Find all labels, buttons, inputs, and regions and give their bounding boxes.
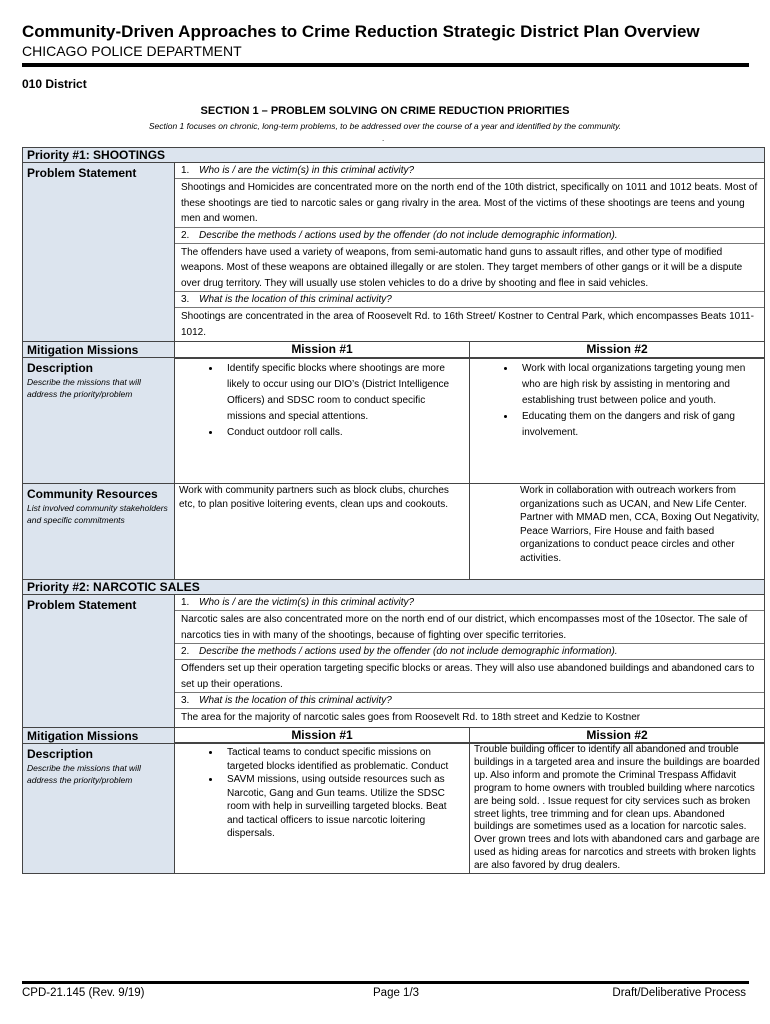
- priority-1-community-row: [23, 484, 765, 580]
- plan-table: [22, 147, 765, 874]
- priority-1-missions-header: [23, 342, 765, 358]
- mission-1-header: Mission #1: [175, 727, 470, 743]
- priority-1-mission-2-cell: [470, 358, 765, 484]
- question-3-number: 3.: [181, 695, 190, 706]
- header-divider: [22, 63, 749, 67]
- mission-2-header: Mission #2: [470, 727, 765, 743]
- priority-1-answer-1: Shootings and Homicides are concentrated more on the north end of the 10th district, specifically on 1011 and 1012 beats. Most of these shootings are tied to narcotic sales or gang rivalry in the area. Most of the victims of these shootings are teens and young men and women.: [175, 179, 764, 228]
- priority-1-mission-1-list: [179, 361, 465, 441]
- question-1-number: 1.: [181, 597, 190, 608]
- list-item: • Identify specific blocks where shootings are more likely to occur using our DIO’s (District Intelligence Officers) and SDSC room to conduct specific missions and special attentions.: [221, 361, 465, 425]
- community-resources-label-cell: [23, 484, 175, 580]
- priority-2-title: Priority #2: NARCOTIC SALES: [23, 580, 765, 595]
- priority-1-problem-row: [23, 163, 765, 342]
- description-sublabel: Describe the missions that will address the priority/problem: [27, 377, 141, 399]
- footer-page-number: Page 1/3: [373, 987, 420, 999]
- description-label-cell: [23, 358, 175, 484]
- priority-1-answer-3: Shootings are concentrated in the area of Roosevelt Rd. to 16th Street/ Kostner to Central Park, which encompasses Beats 1011-1012.: [181, 311, 754, 338]
- priority-2-problem-row: [23, 595, 765, 728]
- question-3-number: 3.: [181, 294, 190, 305]
- question-1-text: Who is / are the victim(s) in this criminal activity?: [199, 165, 415, 176]
- district-label: 010 District: [22, 77, 87, 91]
- priority-1-header: [23, 148, 765, 163]
- section-subtitle: Section 1 focuses on chronic, long-term problems, to be addressed over the course of a year and identified by the community.: [148, 121, 622, 131]
- mission-1-header: Mission #1: [175, 342, 470, 358]
- question-2: [175, 228, 764, 244]
- question-2-text: Describe the methods / actions used by the offender (do not include demographic information).: [199, 229, 618, 241]
- question-1-text: Who is / are the victim(s) in this criminal activity?: [199, 597, 415, 608]
- problem-statement-label: Problem Statement: [27, 598, 137, 612]
- question-3-text: What is the location of this criminal activity?: [199, 294, 392, 305]
- priority-2-answer-2: Offenders set up their operation targeting specific blocks or areas. They will also use abandoned buildings and abandoned cars to set up their operations.: [175, 660, 764, 693]
- priority-1-mission-1-cell: [175, 358, 470, 484]
- list-item: • Tactical teams to conduct specific missions on targeted blocks identified as problematic. Conduct: [221, 746, 465, 773]
- community-resources-label: Community Resources: [27, 487, 158, 501]
- list-item: • SAVM missions, using outside resources such as Narcotic, Gang and Gun teams. Utilize the SDSC room with help in surveilling targeted blocks. Beat and tactical officers to issue narcotic loitering dispersals.: [221, 773, 465, 841]
- priority-2-mission-1-cell: [175, 743, 470, 874]
- document-title: Community-Driven Approaches to Crime Reduction Strategic District Plan Overview: [22, 22, 700, 41]
- question-3-text: What is the location of this criminal activity?: [199, 695, 392, 706]
- priority-1-title: Priority #1: SHOOTINGS: [23, 148, 765, 163]
- description-label-cell: [23, 743, 175, 874]
- problem-statement-label-cell: [23, 163, 175, 342]
- priority-2-answer-1: Narcotic sales are also concentrated more on the north end of our district, which encompasses most of the 10sector. The sale of narcotics ties in with many of the shootings, because of fighting over specific territories.: [175, 611, 764, 644]
- priority-2-answer-3: The area for the majority of narcotic sales goes from Roosevelt Rd. to 18th street and Kedzie to Kostner: [181, 712, 641, 723]
- priority-1-problem-cell: [175, 163, 765, 342]
- list-item: • Work with local organizations targeting young men who are high risk by assisting in mentoring and establishing trust between police and youth.: [516, 361, 760, 409]
- mitigation-missions-label: Mitigation Missions: [27, 728, 139, 743]
- footer-divider: [22, 981, 749, 984]
- question-3: [175, 693, 764, 709]
- priority-2-problem-cell: [175, 595, 765, 728]
- mission-2-header: Mission #2: [470, 342, 765, 358]
- list-item: • Conduct outdoor roll calls.: [221, 425, 465, 441]
- footer-form-number: CPD-21.145 (Rev. 9/19): [22, 987, 145, 999]
- list-item: • Educating them on the dangers and risk of gang involvement.: [516, 409, 760, 441]
- description-label: Description: [27, 746, 94, 761]
- question-1: [175, 595, 764, 611]
- mitigation-missions-label-cell: [23, 342, 175, 358]
- priority-1-community-resources-1: Work with community partners such as block clubs, churches etc, to plan positive loitering events, clean ups and cookouts.: [175, 484, 470, 580]
- problem-statement-label-cell: [23, 595, 175, 728]
- description-sublabel: Describe the missions that will address the priority/problem: [27, 762, 141, 785]
- priority-1-description-row: [23, 358, 765, 484]
- priority-1-mission-2-list: [474, 361, 760, 441]
- priority-2-missions-header: [23, 727, 765, 743]
- section-title: SECTION 1 – PROBLEM SOLVING ON CRIME REDUCTION PRIORITIES: [200, 105, 570, 117]
- priority-1-community-resources-2: Work in collaboration with outreach workers from organizations such as UCAN, and New Life Center. Partner with MMAD men, CCA, Boxing Out Negativity, Peace Warriors, Fire House and faith based organizations to conduct peace circles and other activities.: [470, 484, 765, 580]
- priority-2-mission-2-cell: Trouble building officer to identify all abandoned and trouble buildings in a targeted area and insure the buildings are boarded up. Also inform and promote the Criminal Trespass Affidavit program to home owners with troubled building where narcotics are being sold. . Issue request for city services such as broken street lights, tree trimming and for clean ups. Abandoned buildings are sometimes used as a location for narcotic sales. Over grown trees and lots with abandoned cars and garbage are used as hiding areas for narcotics and streets with broken lights are also favored by drug dealers.: [470, 743, 765, 874]
- question-2: [175, 644, 764, 660]
- community-resources-sublabel: List involved community stakeholders and specific commitments: [27, 503, 168, 525]
- department-name: CHICAGO POLICE DEPARTMENT: [22, 43, 242, 59]
- footer-status: Draft/Deliberative Process: [612, 987, 746, 999]
- problem-statement-label: Problem Statement: [27, 166, 137, 180]
- question-2-text: Describe the methods / actions used by the offender (do not include demographic information).: [199, 646, 618, 657]
- question-1: [175, 163, 764, 179]
- section-dot: .: [382, 134, 385, 143]
- priority-2-header: [23, 580, 765, 595]
- question-3: [175, 292, 764, 308]
- question-1-number: 1.: [181, 165, 190, 176]
- mitigation-missions-label-cell: [23, 727, 175, 743]
- question-2-number: 2.: [181, 646, 190, 657]
- description-label: Description: [27, 361, 94, 375]
- priority-2-mission-1-list: [179, 746, 465, 841]
- priority-1-answer-2: The offenders have used a variety of weapons, from semi-automatic hand guns to assault rifles, and other type of modified weapons. Most of these weapons are obtained illegally or are stolen. They target members of other gangs or it will be a dispute over drug territory. They will usually use stolen vehicles to do a drive by shooting and flee in said vehicles.: [175, 244, 764, 293]
- priority-2-description-row: [23, 743, 765, 874]
- mitigation-missions-label: Mitigation Missions: [27, 343, 139, 357]
- question-2-number: 2.: [181, 229, 190, 241]
